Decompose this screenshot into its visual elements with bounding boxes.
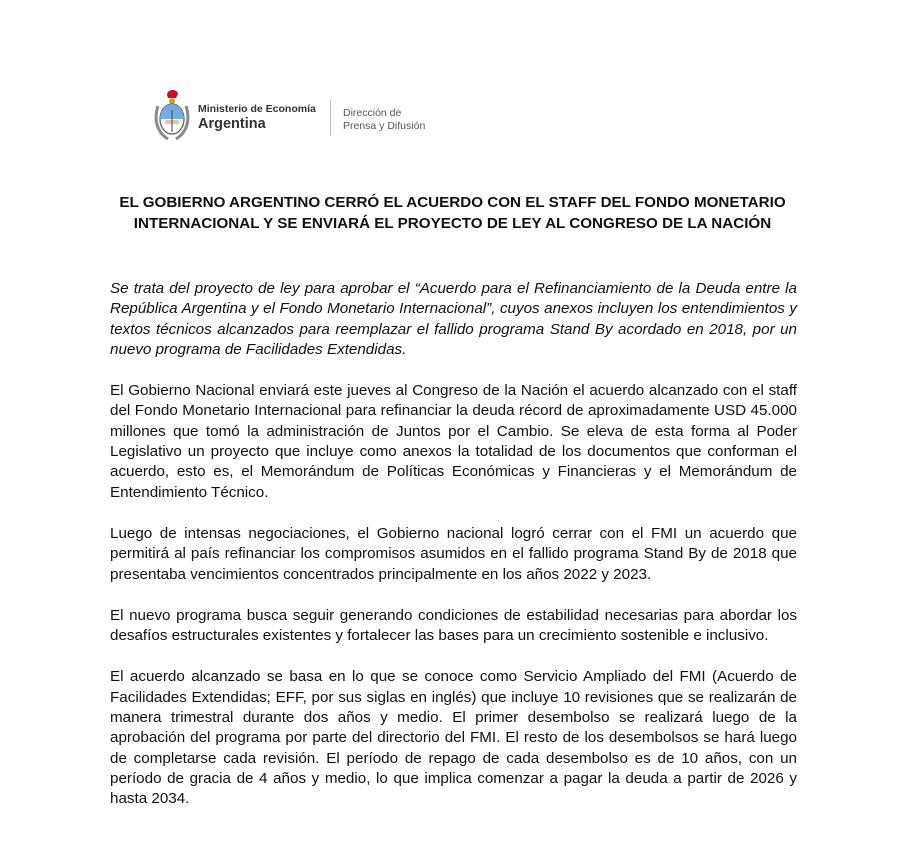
body-paragraph-4: El acuerdo alcanzado se basa en lo que se conoce como Servicio Ampliado del FMI (Acuerdo de Facilidades Extendidas; EFF, por sus siglas en inglés) que incluye 10 revisiones que se realizarán de manera trimestral durante dos años y medio. El primer desembolso se realizará luego de la aprobación del programa por parte del directorio del FMI. El resto de los desembolsos se hará luego de completarse cada revisión. El período de repago de cada desembolso es de 10 años, con un período de gracia de 4 años y medio, lo que implica comenzar a pagar la deuda a partir de 2026 y hasta 2034. [110,668,797,808]
ministry-line-2: Argentina [198,116,266,132]
press-release-title: EL GOBIERNO ARGENTINO CERRÓ EL ACUERDO CON EL STAFF DEL FONDO MONETARIO INTERNACIONAL Y SE ENVIARÁ EL PROYECTO DE LEY AL CONGRESO DE LA NACIÓN [119,194,786,232]
header-divider [330,100,331,136]
body-paragraph-2: Luego de intensas negociaciones, el Gobierno nacional logró cerrar con el FMI un acuerdo que permitirá al país refinanciar los compromisos asumidos en el fallido programa Stand By de 2018 que presentaba vencimientos concentrados principalmente en los años 2022 y 2023. [110,524,797,583]
department-line-2: Prensa y Difusión [343,120,426,132]
letterhead [152,86,482,146]
body-paragraph-3: El nuevo programa busca seguir generando condiciones de estabilidad necesarias para abordar los desafíos estructurales existentes y fortalecer las bases para un crecimiento sostenible e inclusivo. [110,606,797,645]
department-line-1: Dirección de [343,107,402,119]
department-name [343,107,425,133]
body-paragraph-1: El Gobierno Nacional enviará este jueves al Congreso de la Nación el acuerdo alcanzado con el staff del Fondo Monetario Internacional para refinanciar la deuda récord de aproximadamente USD 45.000 millones que tomó la administración de Juntos por el Cambio. Se eleva de esta forma al Poder Legislativo un proyecto que incluye como anexos la totalidad de los documentos que conforman el acuerdo, esto es, el Memorándum de Políticas Económicas y Financieras y el Memorándum de Entendimiento Técnico. [110,382,797,501]
coat-of-arms-icon [152,86,192,142]
ministry-name [198,103,316,133]
lead-paragraph: Se trata del proyecto de ley para aprobar el “Acuerdo para el Refinanciamiento de la Deuda entre la República Argentina y el Fondo Monetario Internacional”, cuyos anexos incluyen los entendimientos y textos técnicos alcanzados para reemplazar el fallido programa Stand By acordado en 2018, por un nuevo programa de Facilidades Extendidas. [110,280,797,358]
press-release-body [110,279,797,831]
ministry-line-1: Ministerio de Economía [198,103,316,115]
